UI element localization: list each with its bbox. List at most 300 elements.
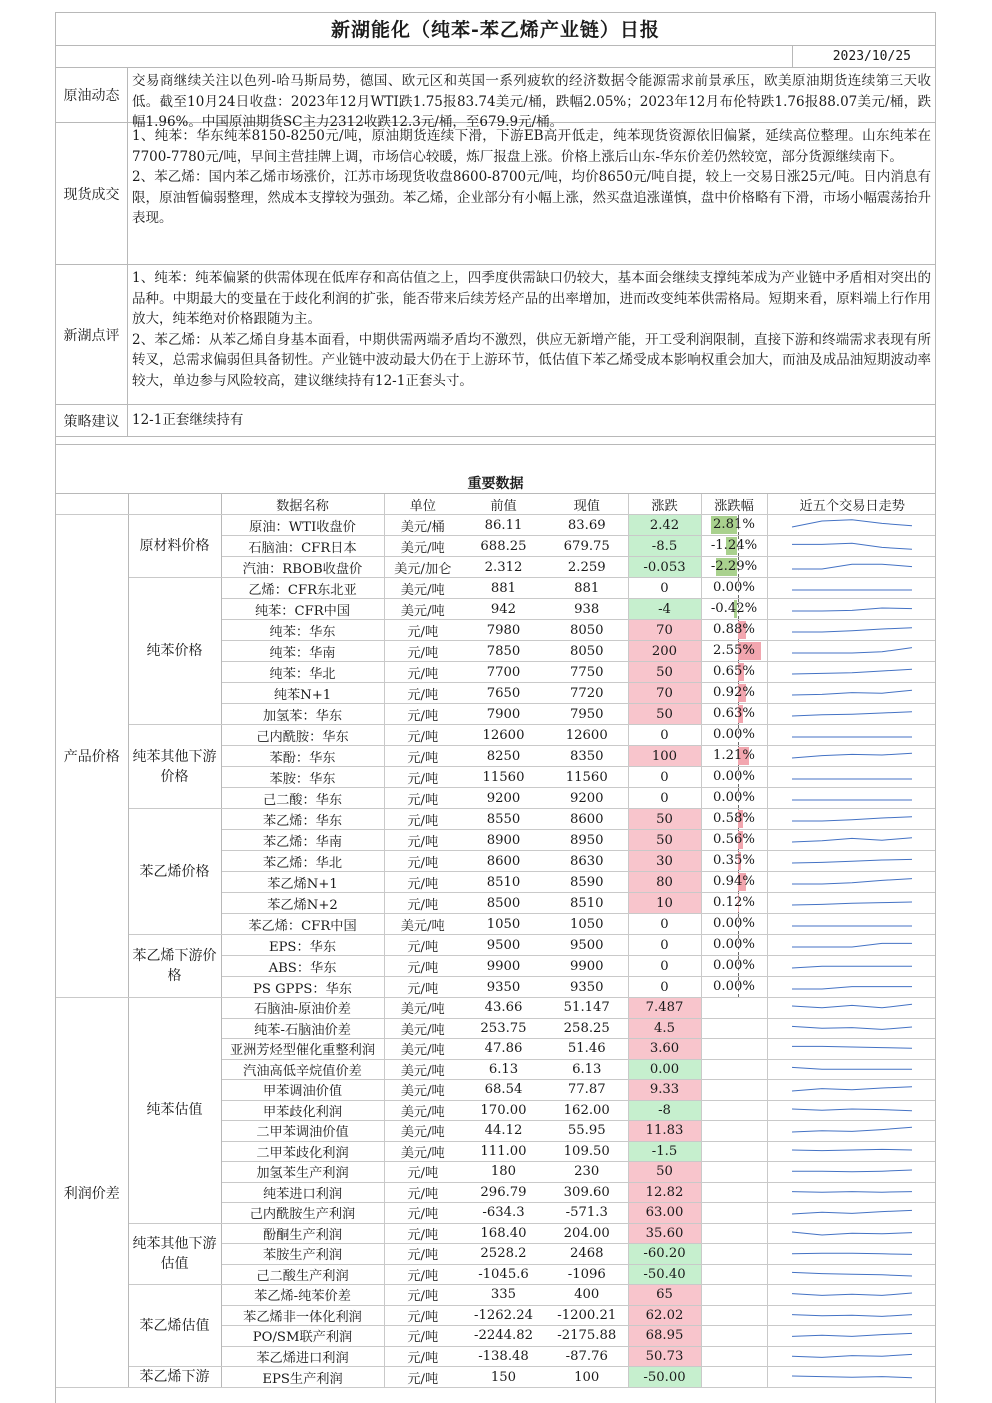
spacer [56,437,935,445]
item-name: 纯苯：华东 [221,620,384,641]
item-name: 石脑油：CFR日本 [221,536,384,557]
item-change: 50 [628,830,701,851]
item-prev: 335 [461,1285,546,1306]
item-name: 石脑油-原油价差 [221,998,384,1019]
pct-value: 0.92% [713,685,755,700]
item-unit: 美元/吨 [384,1121,461,1142]
item-name: 苯乙烯：华东 [221,809,384,830]
pct-value: 0.35% [713,853,755,868]
item-curr: 11560 [546,767,628,788]
commentary-section [56,265,935,405]
item-change: 50.73 [628,1346,701,1367]
item-curr: 400 [546,1285,628,1306]
item-unit: 元/吨 [384,830,461,851]
item-trend [767,704,936,725]
table-row [56,578,936,599]
item-curr: -87.76 [546,1346,628,1367]
key-data-table [56,494,936,1388]
table-row [56,515,936,536]
item-prev: 86.11 [461,515,546,536]
item-curr: 77.87 [546,1080,628,1101]
group-label: 利润价差 [56,998,128,1388]
sparkline [782,1326,922,1345]
pct-value: 0.58% [713,811,755,826]
item-prev: 8550 [461,809,546,830]
sparkline [782,768,922,787]
section-label: 策略建议 [56,405,128,436]
sparkline-series [792,1170,912,1172]
pct-value: 0.00% [713,769,755,784]
sparkline-series [792,859,912,863]
pct-value: 2.81% [713,517,755,532]
item-trend [767,872,936,893]
item-name: EPS生产利润 [221,1367,384,1388]
item-unit: 美元/吨 [384,1080,461,1101]
header-blank [128,494,221,515]
item-curr: 6.13 [546,1059,628,1080]
sparkline-series [792,1047,912,1049]
item-prev: 8600 [461,851,546,872]
sparkline-series [792,966,912,968]
item-change-pct [701,914,767,935]
item-prev: 9350 [461,977,546,998]
item-change: -0.053 [628,557,701,578]
item-name: 己内酰胺：华东 [221,725,384,746]
item-prev: 9900 [461,956,546,977]
item-curr: 1050 [546,914,628,935]
pct-cell [702,809,767,829]
item-prev: 6.13 [461,1059,546,1080]
item-unit: 元/吨 [384,725,461,746]
sparkline-series [792,1314,912,1316]
item-change-pct [701,662,767,683]
item-prev: 296.79 [461,1182,546,1203]
item-change: 0 [628,578,701,599]
item-name: 亚洲芳烃型催化重整利润 [221,1039,384,1060]
item-change: 11.83 [628,1121,701,1142]
item-prev: -1262.24 [461,1305,546,1326]
item-change-pct [701,1141,767,1162]
table-row [56,725,936,746]
item-prev: 7850 [461,641,546,662]
item-prev: 881 [461,578,546,599]
sparkline [782,516,922,535]
subgroup-label: 苯乙烯估值 [128,1285,221,1367]
item-prev: -2244.82 [461,1326,546,1347]
item-curr: 204.00 [546,1223,628,1244]
item-change-pct [701,704,767,725]
report-date: 2023/10/25 [832,49,911,64]
column-header: 近五个交易日走势 [767,494,936,515]
sparkline-series [792,1293,912,1295]
sparkline-series [792,519,912,526]
item-unit: 元/吨 [384,809,461,830]
item-curr: 8050 [546,641,628,662]
subgroup-label: 原材料价格 [128,515,221,578]
pct-value: 0.00% [713,937,755,952]
item-change: 80 [628,872,701,893]
pct-value: 0.63% [713,706,755,721]
pct-value: 0.12% [713,895,755,910]
item-trend [767,1100,936,1121]
item-unit: 元/吨 [384,746,461,767]
item-change: 4.5 [628,1018,701,1039]
item-name: ABS：华东 [221,956,384,977]
pct-cell [702,914,767,934]
sparkline [782,1203,922,1222]
item-curr: 8350 [546,746,628,767]
item-trend [767,515,936,536]
item-name: 苯乙烯-纯苯价差 [221,1285,384,1306]
item-trend [767,767,936,788]
table-row [56,1285,936,1306]
item-change: -60.20 [628,1244,701,1265]
item-change: 0 [628,788,701,809]
item-change-pct [701,599,767,620]
item-curr: 7750 [546,662,628,683]
item-unit: 美元/吨 [384,1059,461,1080]
sparkline-series [792,627,912,631]
item-trend [767,977,936,998]
item-unit: 元/吨 [384,956,461,977]
commentary-section [56,123,935,265]
item-trend [767,998,936,1019]
pct-cell [702,746,767,766]
item-change: 0 [628,935,701,956]
item-unit: 元/吨 [384,1162,461,1183]
item-trend [767,599,936,620]
item-unit: 元/吨 [384,851,461,872]
item-unit: 元/吨 [384,641,461,662]
item-change-pct [701,1162,767,1183]
table-row [56,935,936,956]
item-name: 苯乙烯：华南 [221,830,384,851]
item-name: PO/SM联产利润 [221,1326,384,1347]
item-prev: 150 [461,1367,546,1388]
item-change: -50.40 [628,1264,701,1285]
item-name: EPS：华东 [221,935,384,956]
item-change: 100 [628,746,701,767]
item-trend [767,1223,936,1244]
item-curr: 8510 [546,893,628,914]
item-trend [767,1121,936,1142]
sparkline [782,1285,922,1304]
spacer [56,445,935,474]
paragraph: 1、纯苯：华东纯苯8150-8250元/吨，原油期货连续下滑，下游EB高开低走，纯苯现货资源依旧偏紧，延续高位整理。山东纯苯在7700-7780元/吨，早间主营挂牌上调，市场信心较暖，炼厂报盘上涨。价格上涨后山东-华东价差仍然较宽，部分货源继续南下。 [132,128,931,165]
item-name: 苯酚：华东 [221,746,384,767]
item-change: 7.487 [628,998,701,1019]
item-curr: 9200 [546,788,628,809]
item-prev: -1045.6 [461,1264,546,1285]
item-prev: 688.25 [461,536,546,557]
item-change: 35.60 [628,1223,701,1244]
item-change: 70 [628,620,701,641]
sparkline [782,600,922,619]
item-change-pct [701,977,767,998]
item-trend [767,725,936,746]
item-change: 9.33 [628,1080,701,1101]
sparkline [782,705,922,724]
item-change: 65 [628,1285,701,1306]
sparkline [782,642,922,661]
item-curr: 8600 [546,809,628,830]
item-curr: 258.25 [546,1018,628,1039]
sparkline [782,1101,922,1120]
item-unit: 元/吨 [384,872,461,893]
item-curr: 83.69 [546,515,628,536]
item-unit: 美元/吨 [384,1100,461,1121]
sparkline-series [792,1211,912,1215]
item-unit: 元/吨 [384,977,461,998]
item-prev: 8250 [461,746,546,767]
item-trend [767,1285,936,1306]
item-trend [767,830,936,851]
item-curr: 7720 [546,683,628,704]
group-label: 产品价格 [56,515,128,998]
section-text [128,68,935,131]
table-row [56,1367,936,1388]
pct-cell [702,872,767,892]
sparkline [782,1142,922,1161]
subgroup-label: 苯乙烯下游价格 [128,935,221,998]
subgroup-label: 纯苯其他下游估值 [128,1223,221,1285]
pct-value: -2.29% [710,559,758,574]
pct-value: 0.65% [713,664,755,679]
sparkline [782,1265,922,1284]
item-curr: 12600 [546,725,628,746]
item-name: 乙烯：CFR东北亚 [221,578,384,599]
item-change: 0 [628,725,701,746]
item-curr: 8950 [546,830,628,851]
item-change-pct [701,746,767,767]
item-name: 己内酰胺生产利润 [221,1203,384,1224]
item-prev: 9200 [461,788,546,809]
item-name: 苯胺生产利润 [221,1244,384,1265]
pct-value: 0.00% [713,790,755,805]
header-blank [56,494,128,515]
sparkline-series [792,1004,912,1008]
item-prev: 7700 [461,662,546,683]
sparkline [782,747,922,766]
sparkline [782,873,922,892]
item-change: 50 [628,809,701,830]
item-trend [767,809,936,830]
item-trend [767,851,936,872]
item-curr: 9350 [546,977,628,998]
item-name: 纯苯：华南 [221,641,384,662]
item-curr: 8630 [546,851,628,872]
sparkline-series [792,878,912,883]
date-row [56,46,935,68]
item-unit: 元/吨 [384,935,461,956]
sparkline [782,579,922,598]
item-name: 苯乙烯N+1 [221,872,384,893]
item-curr: 55.95 [546,1121,628,1142]
item-prev: 8500 [461,893,546,914]
item-unit: 元/吨 [384,1244,461,1265]
sparkline [782,1183,922,1202]
table-header-row [56,494,936,515]
item-change-pct [701,725,767,746]
item-prev: 2.312 [461,557,546,578]
sparkline [782,978,922,997]
item-name: 二甲苯歧化利润 [221,1141,384,1162]
sparkline [782,936,922,955]
section-label: 新湖点评 [56,265,128,404]
table-row [56,809,936,830]
pct-cell [702,893,767,913]
pct-cell [702,830,767,850]
sparkline-series [792,1232,912,1235]
item-prev: -138.48 [461,1346,546,1367]
sparkline [782,1162,922,1181]
item-change-pct [701,1285,767,1306]
sparkline-series [792,1087,912,1091]
item-change-pct [701,1223,767,1244]
sparkline [782,1060,922,1079]
item-unit: 美元/吨 [384,1141,461,1162]
pct-value: 0.56% [713,832,755,847]
sparkline-series [792,1026,912,1029]
sparkline [782,663,922,682]
pct-cell [702,725,767,745]
item-change-pct [701,1182,767,1203]
item-prev: 2528.2 [461,1244,546,1265]
data-section-title: 重要数据 [56,474,935,494]
commentary-section [56,405,935,437]
item-name: 加氢苯：华东 [221,704,384,725]
item-trend [767,1244,936,1265]
item-name: 苯胺：华东 [221,767,384,788]
pct-value: 0.00% [713,958,755,973]
paragraph: 1、纯苯：纯苯偏紧的供需体现在低库存和高估值之上，四季度供需缺口仍较大，基本面会继续支撑纯苯成为产业链中矛盾相对突出的品种。中期最大的变量在于歧化利润的扩张，能否带来后续芳烃产品的出率增加，进而改变纯苯供需格局。短期来看，原料端上行作用放大，纯苯绝对价格跟随为主。 [132,270,931,328]
item-name: 原油：WTI收盘价 [221,515,384,536]
item-unit: 元/吨 [384,1223,461,1244]
item-change-pct [701,1121,767,1142]
sparkline [782,789,922,808]
item-trend [767,641,936,662]
pct-value: 0.94% [713,874,755,889]
commentary-sections [56,68,935,437]
pct-value: 0.00% [713,916,755,931]
item-name: 纯苯-石脑油价差 [221,1018,384,1039]
item-trend [767,1305,936,1326]
item-curr: -1096 [546,1264,628,1285]
sparkline [782,810,922,829]
item-name: 汽油：RBOB收盘价 [221,557,384,578]
sparkline [782,1019,922,1038]
sparkline [782,558,922,577]
column-header: 现值 [546,494,628,515]
section-label: 原油动态 [56,68,128,122]
pct-cell [702,536,767,556]
section-label: 现货成交 [56,123,128,264]
item-trend [767,1059,936,1080]
item-change: 30 [628,851,701,872]
item-unit: 美元/吨 [384,914,461,935]
sparkline-series [792,543,912,549]
section-text [128,405,935,436]
item-curr: -571.3 [546,1203,628,1224]
item-trend [767,1080,936,1101]
item-prev: 44.12 [461,1121,546,1142]
item-change: -8.5 [628,536,701,557]
item-name: 汽油高低辛烷值价差 [221,1059,384,1080]
sparkline-series [792,1109,912,1111]
item-prev: 68.54 [461,1080,546,1101]
item-unit: 元/吨 [384,1285,461,1306]
item-prev: 7900 [461,704,546,725]
item-unit: 美元/吨 [384,599,461,620]
item-unit: 美元/加仑 [384,557,461,578]
sparkline [782,1306,922,1325]
item-change: 200 [628,641,701,662]
pct-cell [702,977,767,997]
item-name: 纯苯N+1 [221,683,384,704]
item-name: 纯苯：CFR中国 [221,599,384,620]
sparkline [782,1039,922,1058]
item-change: 3.60 [628,1039,701,1060]
item-curr: 2468 [546,1244,628,1265]
item-unit: 美元/吨 [384,1039,461,1060]
item-change-pct [701,578,767,599]
item-trend [767,1141,936,1162]
item-unit: 元/吨 [384,662,461,683]
item-unit: 元/吨 [384,788,461,809]
item-name: 纯苯：华北 [221,662,384,683]
item-change-pct [701,1080,767,1101]
item-change-pct [701,515,767,536]
item-prev: 11560 [461,767,546,788]
sparkline [782,998,922,1017]
table-row [56,998,936,1019]
item-curr: 7950 [546,704,628,725]
pct-cell [702,662,767,682]
item-change-pct [701,1367,767,1388]
item-unit: 元/吨 [384,1182,461,1203]
paragraph: 12-1正套继续持有 [132,412,244,428]
column-header: 前值 [461,494,546,515]
sparkline [782,831,922,850]
item-trend [767,683,936,704]
item-prev: 168.40 [461,1223,546,1244]
item-curr: 230 [546,1162,628,1183]
pct-cell [702,704,767,724]
item-name: 纯苯进口利润 [221,1182,384,1203]
item-name: 苯乙烯非一体化利润 [221,1305,384,1326]
item-curr: 100 [546,1367,628,1388]
item-change-pct [701,641,767,662]
item-change: 0 [628,767,701,788]
item-curr: 679.75 [546,536,628,557]
item-name: 二甲苯调油价值 [221,1121,384,1142]
sparkline-series [792,564,912,569]
section-text [128,265,935,404]
item-name: 甲苯歧化利润 [221,1100,384,1121]
item-trend [767,746,936,767]
sparkline-series [792,837,912,841]
item-change: -8 [628,1100,701,1121]
item-change: -4 [628,599,701,620]
item-unit: 元/吨 [384,1305,461,1326]
item-change-pct [701,872,767,893]
item-name: 己二酸：华东 [221,788,384,809]
item-change: 68.95 [628,1326,701,1347]
item-trend [767,557,936,578]
sparkline-series [792,711,912,715]
item-change-pct [701,1305,767,1326]
item-unit: 元/吨 [384,704,461,725]
